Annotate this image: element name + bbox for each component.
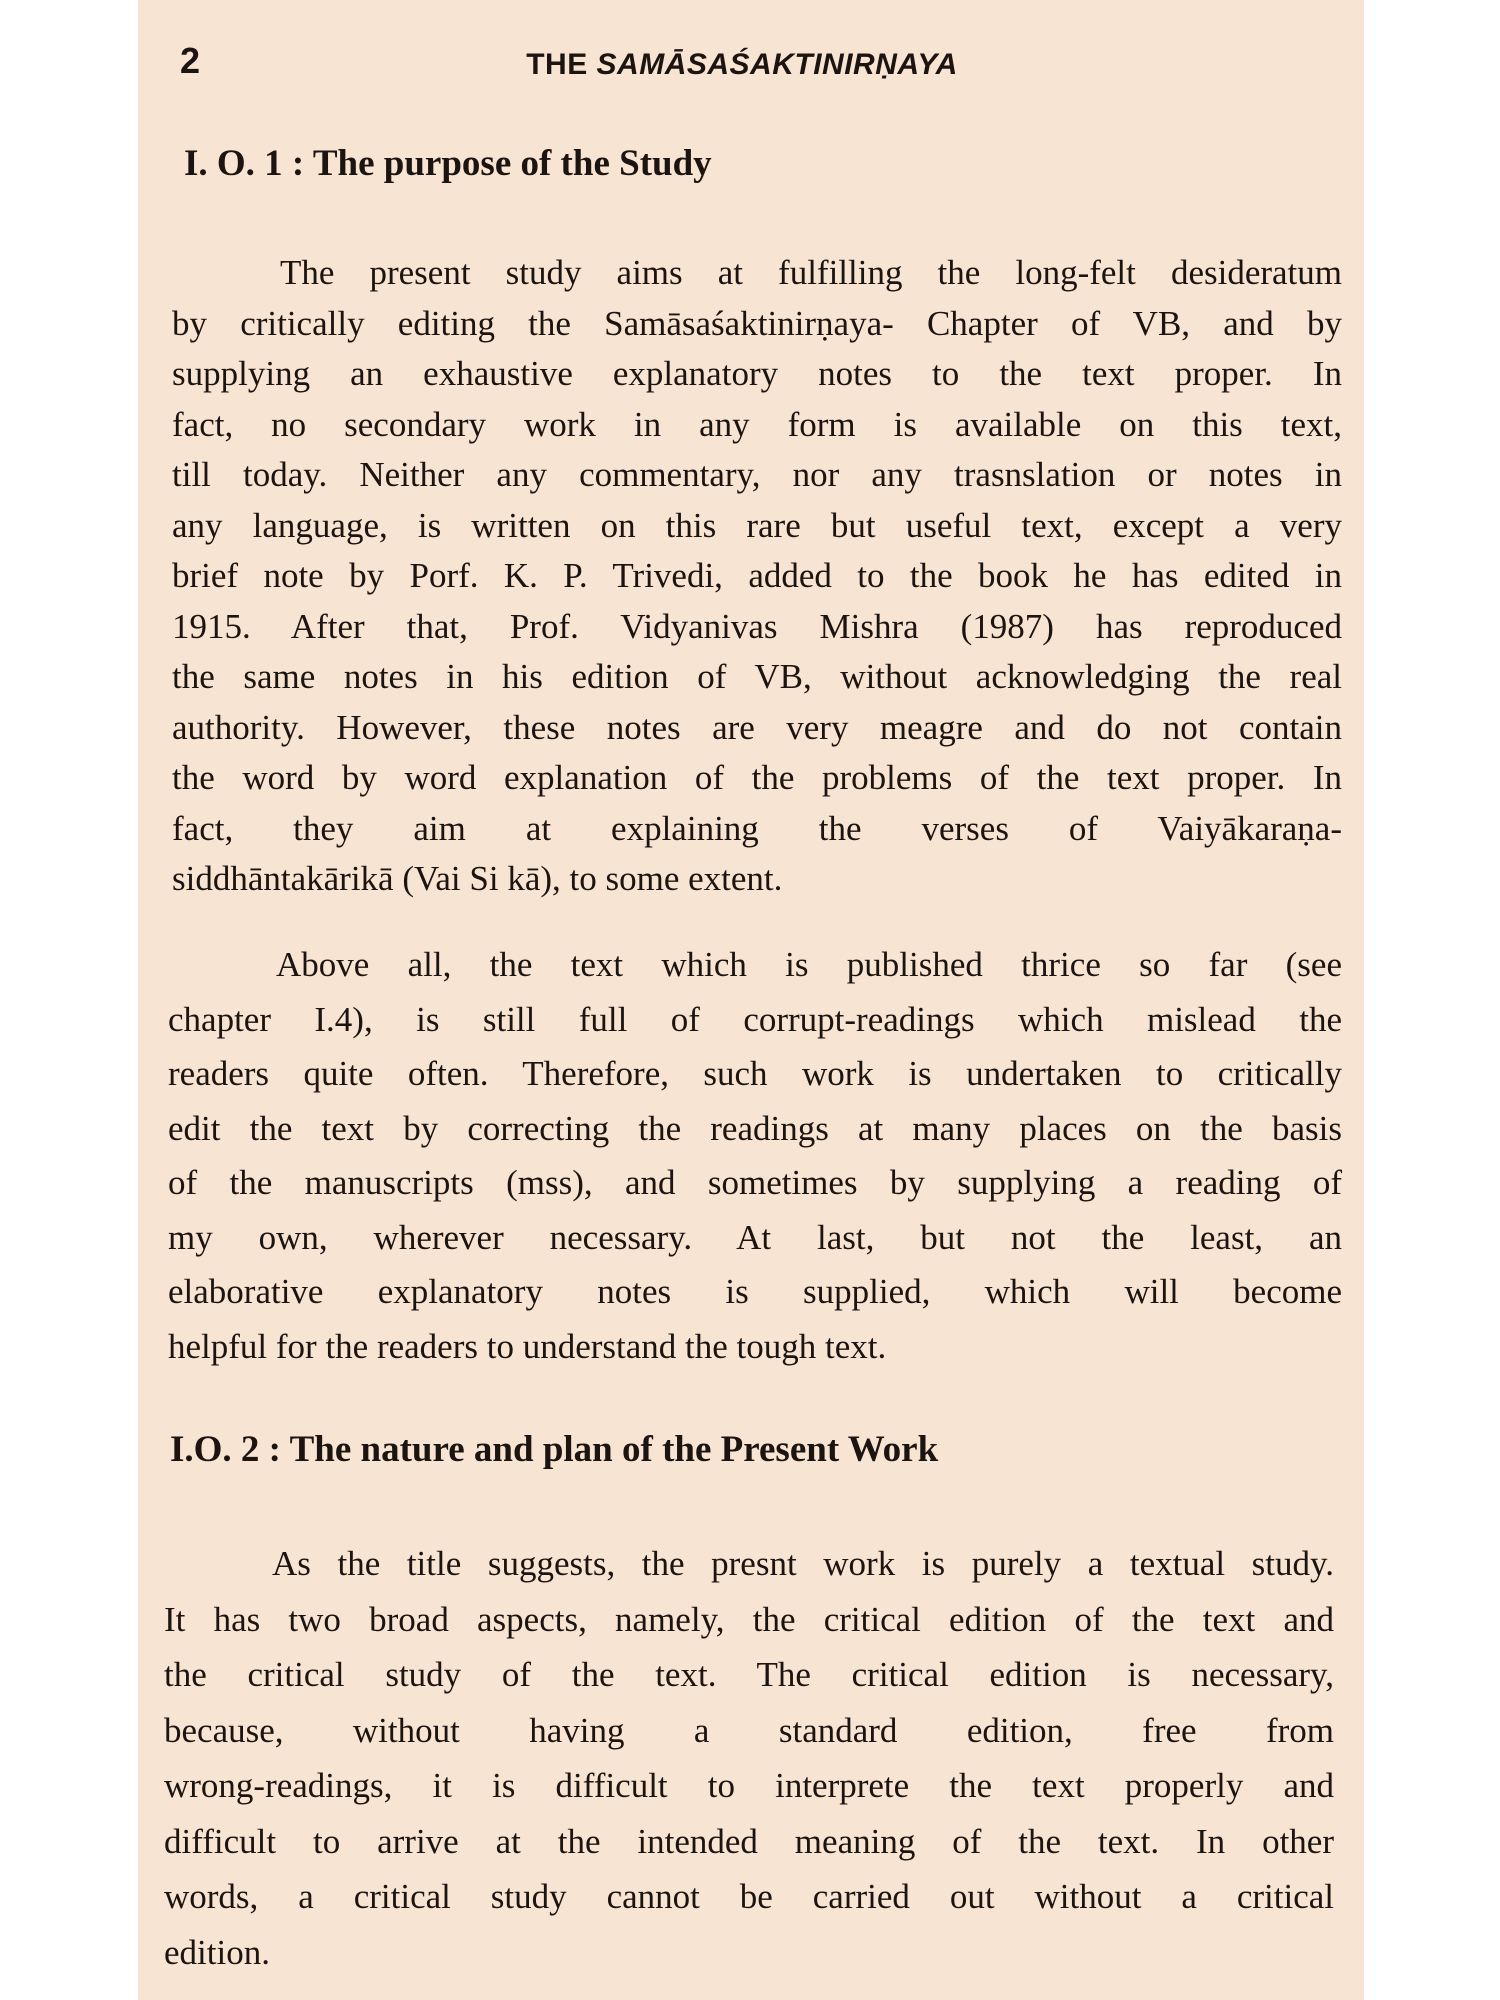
text-line: difficult to arrive at the intended meaning of the text. In other	[164, 1821, 1334, 1861]
text-line: siddhāntakārikā (Vai Si kā), to some extent.	[172, 859, 783, 898]
section-heading-2: I.O. 2 : The nature and plan of the Present Work	[170, 1429, 939, 1470]
text-line: the same notes in his edition of VB, without acknowledging the real	[172, 657, 1342, 696]
text-line: the word by word explanation of the problems of the text proper. In	[172, 758, 1342, 797]
text-line: the critical study of the text. The critical edition is necessary,	[164, 1655, 1334, 1694]
section-heading-1: I. O. 1 : The purpose of the Study	[184, 143, 712, 184]
text-line: any language, is written on this rare but useful text, except a very	[172, 505, 1342, 545]
text-line: readers quite often. Therefore, such work is undertaken to critically	[168, 1054, 1342, 1093]
running-header	[180, 40, 1304, 90]
text-line: till today. Neither any commentary, nor any trasnslation or notes in	[172, 455, 1342, 494]
text-line: elaborative explanatory notes is supplied, which will become	[168, 1272, 1342, 1311]
text-line: wrong-readings, it is difficult to interprete the text properly and	[164, 1766, 1334, 1805]
text-line: It has two broad aspects, namely, the critical edition of the text and	[164, 1599, 1334, 1639]
text-line: supplying an exhaustive explanatory notes to the text proper. In	[172, 354, 1342, 393]
text-line: fact, they aim at explaining the verses of Vaiyākaraṇa-	[172, 808, 1342, 848]
text-line: 1915. After that, Prof. Vidyanivas Mishra (1987) has reproduced	[172, 606, 1342, 646]
text-line: my own, wherever necessary. At last, but not the least, an	[168, 1217, 1342, 1257]
text-line: Above all, the text which is published thrice so far (see	[276, 945, 1342, 984]
section1-paragraph-1	[172, 248, 1342, 905]
text-line: The present study aims at fulfilling the long-felt desideratum	[280, 253, 1342, 292]
running-title-prefix: THE	[526, 48, 597, 81]
text-line: by critically editing the Samāsaśaktinirṇaya- Chapter of VB, and by	[172, 303, 1342, 343]
section1-paragraph-2	[168, 938, 1342, 1374]
section2-paragraph-1	[164, 1536, 1334, 1980]
text-line: because, without having a standard edition, free from	[164, 1710, 1334, 1750]
page-number: 2	[180, 40, 201, 81]
text-line: edit the text by correcting the readings at many places on the basis	[168, 1108, 1342, 1148]
text-line: edition.	[164, 1932, 270, 1972]
text-line: chapter I.4), is still full of corrupt-readings which mislead the	[168, 999, 1342, 1039]
text-line: fact, no secondary work in any form is available on this text,	[172, 404, 1342, 444]
book-page	[138, 0, 1364, 2000]
text-line: authority. However, these notes are very meagre and do not contain	[172, 707, 1342, 747]
running-title-italic: SAMĀSAŚAKTINIRṆAYA	[596, 48, 958, 81]
running-title	[180, 48, 1304, 82]
text-line: words, a critical study cannot be carried out without a critical	[164, 1877, 1334, 1916]
text-line: As the title suggests, the presnt work is purely a textual study.	[272, 1544, 1334, 1583]
text-line: helpful for the readers to understand the tough text.	[168, 1326, 887, 1366]
text-line: of the manuscripts (mss), and sometimes by supplying a reading of	[168, 1163, 1342, 1202]
text-line: brief note by Porf. K. P. Trivedi, added to the book he has edited in	[172, 556, 1342, 595]
